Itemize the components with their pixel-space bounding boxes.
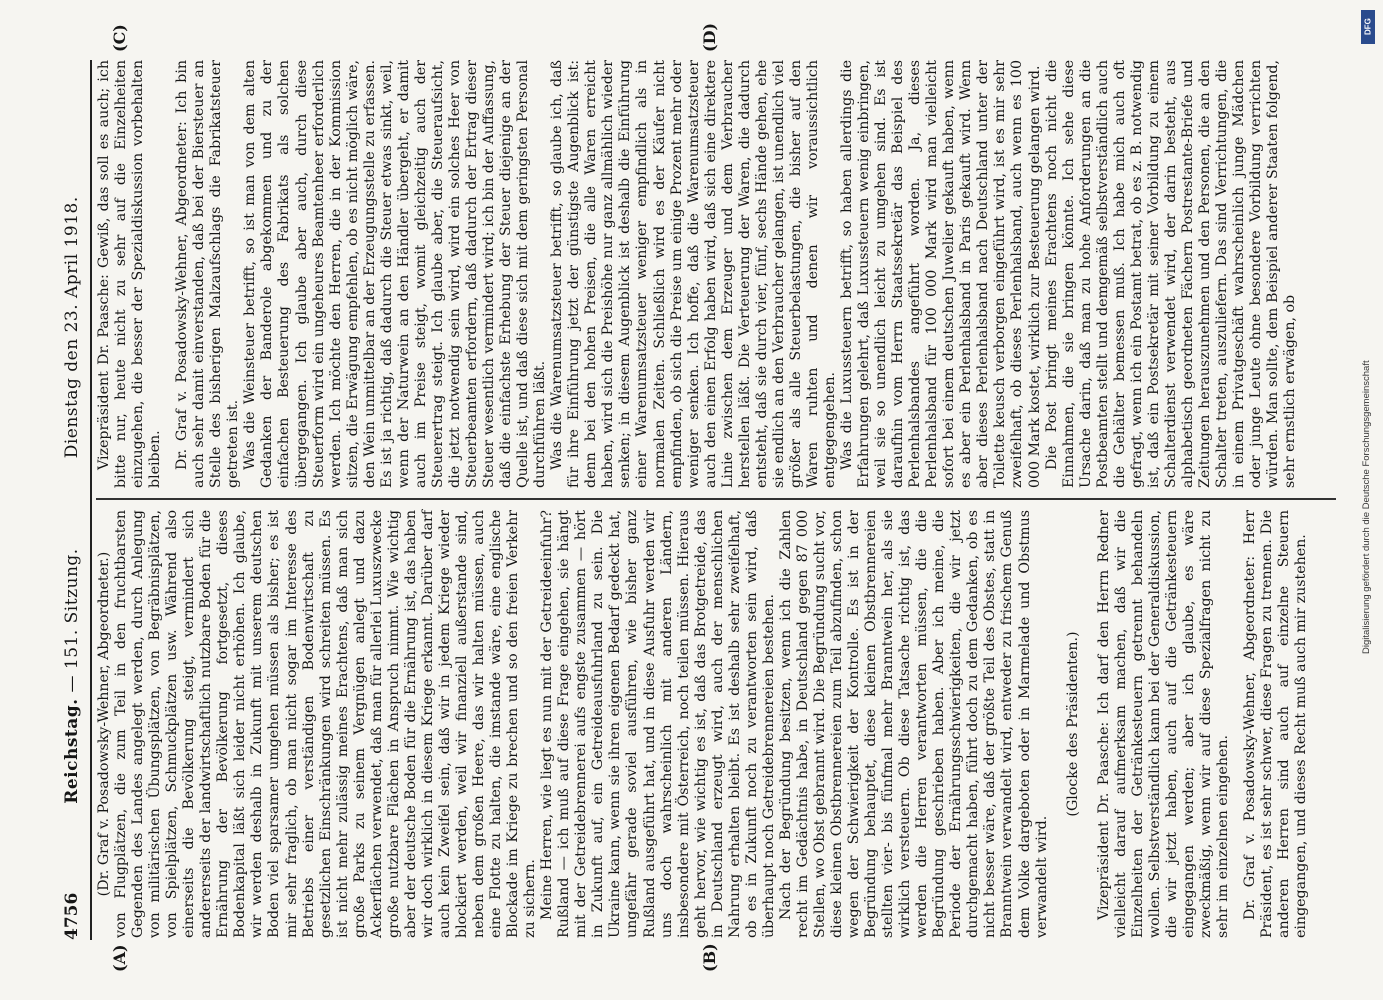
page-number: 4756 bbox=[62, 892, 82, 940]
margin-mark-d: (D) bbox=[700, 22, 719, 52]
bell-note: (Glocke des Präsidenten.) bbox=[1064, 631, 1081, 817]
paragraph: von Flugplätzen, die zum Teil in den fruchtbarsten Gegenden des Landes angelegt werden, durch Anlegung von militärischen Übungsplätzen, von Begräbnisplätzen, von Spielplätzen, Schmuckplätzen usw. Während also einerseits die Bevölkerung steigt, vermindert sich andererseits der landwirtschaftlich nutzbare Boden für die Ernährung der Bevölkerung fortgesetzt, dieses Bodenkapital läßt sich leider nicht erhöhen. Ich glaube, wir werden deshalb in Zukunft mit unserem deutschen Boden viel sparsamer umgehen müssen als bisher; es ist mir sehr fraglich, ob man nicht sogar im Interesse des Betriebs einer verständigen Bodenwirtschaft zu gesetzlichen Einschränkungen wird schreiten müssen. Es ist nicht mehr zulässig meines Erachtens, daß man sich große Parks zu seinem Vergnügen anlegt und dazu Ackerflächen verwendet, daß man für allerlei Luxuszwecke große nutzbare Flächen in Anspruch nimmt. Wie wichtig aber der deutsche Boden für die Ernährung ist, das haben wir doch wirklich in diesem Kriege erkannt. Darüber darf auch kein Zweifel sein, daß wir in jedem Kriege wieder blockiert werden, weil wir finanziell außerstande sind, neben dem großen Heere, das wir halten müssen, auch eine Flotte zu halten, die imstande wäre, eine englische Blockade im Kriege zu brechen und so den freien Verkehr zu sichern. bbox=[113, 510, 539, 938]
session-date: Dienstag den 23. April 1918. bbox=[62, 196, 82, 459]
dfg-logo: DFG bbox=[1361, 10, 1375, 44]
paragraph: Vizepräsident Dr. Paasche: Ich darf den Herrn Redner vielleicht darauf aufmerksam machen, daß wir die Einzelheiten der Getränkesteuern getrennt behandeln wollen. Selbstverständlich kann bei der Generaldiskussion, die wir jetzt haben, auch auf die Getränkesteuern eingegangen werden; aber ich glaube, es wäre zweckmäßig, wenn wir auf diese Spezialfragen nicht zu sehr im einzelnen eingehen. bbox=[1095, 510, 1231, 938]
margin-mark-b: (B) bbox=[700, 943, 719, 972]
paragraph: Dr. Graf v. Posadowsky-Wehner, Abgeordneter: Herr Präsident, es ist sehr schwer, diese Fragen zu trennen. Die anderen Herren sind auch auf einzelne Steuern eingegangen, und dieses Recht muß auch mir zustehen. bbox=[1242, 510, 1310, 938]
paragraph: Was die Weinsteuer betrifft, so ist man von dem alten Gedanken der Banderole abgekommen und zu der einfachen Besteuerung des Fabrikats als solchen übergegangen. Ich glaube aber auch, durch diese Steuerform wird ein ungeheures Beamtenheer erforderlich werden. Ich möchte den Herren, die in der Kommission sitzen, die Erwägung empfehlen, ob es nicht möglich wäre, den Wein unmittelbar an der Erzeugungsstelle zu erfassen. Es ist ja richtig, daß dadurch die Steuer etwas sinkt, weil, wenn der Naturwein an den Händler übergeht, er damit auch im Preise steigt, womit gleichzeitig auch der Steuerertrag steigt. Ich glaube aber, die Steueraufsicht, die jetzt notwendig sein wird, wird ein solches Heer von Steuerbeamten erfordern, daß dadurch der Ertrag dieser Steuer wesentlich vermindert wird; ich bin der Auffassung, daß die einfachste Erhebung der Steuer diejenige an der Quelle ist, und daß diese sich mit dem geringsten Personal durchführen läßt. bbox=[242, 60, 549, 488]
paragraph: Dr. Graf v. Posadowsky-Wehner, Abgeordneter: Ich bin auch sehr damit einverstanden, daß bei der Biersteuer an Stelle des bisherigen Malzaufschlags die Fabrikatsteuer getreten ist. bbox=[174, 60, 242, 488]
page-header bbox=[58, 60, 88, 940]
title-bold: Reichstag. bbox=[62, 698, 82, 804]
credit-text: Digitalisierung gefördert durch die Deutsche Forschungsgemeinschaft bbox=[1361, 360, 1372, 654]
paragraph: Nach der Begründung besitzen, wenn ich die Zahlen recht im Gedächtnis habe, in Deutschland gegen 87 000 Stellen, wo Obst gebrannt wird. Die Begründung sucht vor, diese kleinen Obstbrennereien zum Teil abzufinden, schon wegen der Schwierigkeit der Kontrolle. Es ist in der Begründung behauptet, diese kleinen Obstbrennereien stellten vier- bis fünfmal mehr Branntwein her, als sie wirklich versteuern. Ob diese Tatsache richtig ist, das werden die Herren verantworten müssen, die die Begründung geschrieben haben. Aber ich meine, die Periode der Ernährungsschwierigkeiten, die wir jetzt durchgemacht haben, führt doch zu dem Gedanken, ob es nicht besser wäre, daß der größte Teil des Obstes, statt in Branntwein verwandelt wird, entweder zu frischem Genuß dem Volke dargeboten oder in Marmelade und Obstmus verwandelt wird. bbox=[777, 510, 1050, 938]
header-rule bbox=[90, 60, 92, 940]
paragraph: Die Post bringt meines Erachtens noch nicht die Einnahmen, die sie bringen könnte. Ich sehe diese Ursache darin, daß man zu hohe Anforderungen an die Postbeamten stellt und demgemäß selbstverständlich auch die Gehälter bemessen muß. Ich habe mich auch oft gefragt, wenn ich ein Postamt betrat, ob es z. B. notwendig ist, daß ein Postsekretär mit seiner Vorbildung zu einem Schalterdienst verwendet wird, der darin besteht, aus alphabetisch geordneten Fächern Postrestante-Briefe und Zeitungen herauszunehmen und den Personen, die an den Schalter treten, auszuliefern. Das sind Verrichtungen, die in einem Privatgeschäft wahrscheinlich junge Mädchen oder junge Leute ohne besondere Vorbildung verrichten würden. Man sollte, dem Beispiel anderer Staaten folgend, sehr ernstlich erwägen, ob bbox=[1043, 60, 1299, 488]
session-title bbox=[62, 60, 82, 940]
paragraph: Was die Warenumsatzsteuer betrifft, so glaube ich, daß für ihre Einführung jetzt der günstigste Augenblick ist: denn bei den hohen Preisen, die alle Waren erreicht haben, wird sich die Preishöhe nur ganz allmählich wieder senken; in diesem Augenblick ist deshalb die Einführung einer Warenumsatzsteuer weniger empfindlich als in normalen Zeiten. Schließlich wird es der Käufer nicht empfinden, ob sich die Preise um einige Prozent mehr oder weniger senken. Ich hoffe, daß die Warenumsatzsteuer auch den einen Erfolg haben wird, daß sich eine direktere Linie zwischen dem Erzeuger und dem Verbraucher herstellen läßt. Die Verteuerung der Waren, die dadurch entsteht, daß sie durch vier, fünf, sechs Hände gehen, ehe sie endlich an den Verbraucher gelangen, ist unendlich viel größer als alle Steuerbelastungen, die bisher auf den Waren ruhten und denen wir voraussichtlich entgegengehen. bbox=[549, 60, 838, 488]
speaker-note: (Dr. Graf v. Posadowsky-Wehner, Abgeordneter.) bbox=[96, 551, 112, 897]
left-column bbox=[96, 510, 1310, 938]
paragraph: Was die Luxussteuern betrifft, so haben allerdings die Erfahrungen gelehrt, daß Luxussteuern wenig einbringen, weil sie so unendlich leicht zu umgehen sind. Es ist daraufhin vom Herrn Staatssekretär das Beispiel des Perlenhalsbandes angeführt worden. Ja, dieses Perlenhalsband für 100 000 Mark wird man vielleicht sofort bei einem deutschen Juwelier gekauft haben, wenn es aber ein Perlenhalsband in Paris gekauft wird. Wenn aber dieses Perlenhalsband nach Deutschland unter der Toilette keusch verborgen eingeführt wird, ist es mir sehr zweifelhaft, ob dieses Perlenhalsband, auch wenn es 100 000 Mark kostet, wirklich zur Besteuerung gelangen wird. bbox=[839, 60, 1043, 488]
paragraph: Meine Herren, wie liegt es nun mit der Getreideeinfuhr? Rußland — ich muß auf diese Frage eingehen, sie hängt mit der Getreidebrennerei aufs engste zusammen — hört in Zukunft auf, ein Getreideausfuhrland zu sein. Die Ukraine kann, wenn sie ihren eigenen Bedarf gedeckt hat, ungefähr gerade soviel ausführen, wie bisher ganz Rußland ausgeführt hat, und in diese Ausfuhr werden wir uns doch wahrscheinlich mit anderen Ländern, insbesondere mit Österreich, noch teilen müssen. Hieraus geht hervor, wie wichtig es ist, daß das Brotgetreide, das in Deutschland erzeugt wird, auch der menschlichen Nahrung erhalten bleibt. Es ist deshalb sehr zweifelhaft, ob es in Zukunft noch zu verantworten sein wird, daß überhaupt noch Getreidebrennereien bestehen. bbox=[539, 510, 777, 938]
title-rest: — 151. Sitzung. bbox=[62, 548, 82, 699]
right-column bbox=[96, 60, 1299, 488]
paragraph: Vizepräsident Dr. Paasche: Gewiß, das soll es auch; ich bitte nur, heute nicht zu sehr auf die Einzelheiten einzugehen, die besser der Spezialdiskussion vorbehalten bleiben. bbox=[96, 60, 164, 488]
digitization-credit bbox=[1361, 10, 1377, 990]
margin-mark-a: (A) bbox=[110, 944, 129, 972]
column-divider bbox=[96, 499, 1336, 501]
margin-mark-c: (C) bbox=[110, 24, 129, 52]
